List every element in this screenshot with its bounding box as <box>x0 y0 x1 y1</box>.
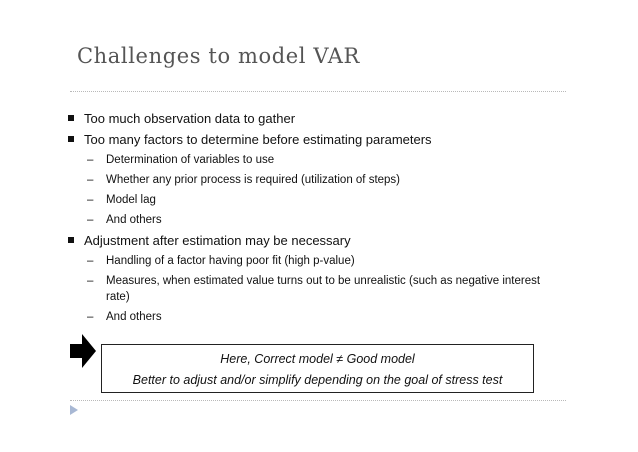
dash-marker: – <box>87 154 94 166</box>
sub-bullet-text: And others <box>106 311 162 323</box>
slide-title: Challenges to model VAR <box>77 44 360 68</box>
callout-line-2: Better to adjust and/or simplify depending on the goal of stress test <box>132 373 503 387</box>
triangle-marker-icon <box>70 405 78 415</box>
sub-bullet-text: Whether any prior process is required (utilization of steps) <box>106 174 401 186</box>
bullet-text: Too many factors to determine before estimating parameters <box>84 132 432 147</box>
bullet-text: Too much observation data to gather <box>84 111 296 126</box>
footer-divider <box>70 400 566 401</box>
sub-bullet-text: Determination of variables to use <box>106 154 275 166</box>
bullet-text: Adjustment after estimation may be necessary <box>84 233 351 248</box>
dash-marker: – <box>87 214 94 226</box>
bullet-item <box>68 131 538 148</box>
sub-bullet-item <box>68 253 538 269</box>
dash-marker: – <box>87 311 94 323</box>
callout-box <box>101 344 534 393</box>
square-bullet-icon <box>68 136 74 142</box>
sub-bullet-text: And others <box>106 214 162 226</box>
sub-bullet-item <box>68 212 538 228</box>
callout-line-1: Here, Correct model ≠ Good model <box>220 352 415 366</box>
dash-marker: – <box>87 255 94 267</box>
sub-bullet-item <box>68 152 538 168</box>
sub-bullet-item <box>68 273 541 305</box>
dash-marker: – <box>87 275 94 287</box>
bullet-item <box>68 232 538 249</box>
right-arrow-icon <box>70 334 96 368</box>
sub-bullet-item <box>68 309 538 325</box>
sub-bullet-text: Measures, when estimated value turns out to be unrealistic (such as negative interest rate) <box>106 275 541 303</box>
title-divider <box>70 91 566 92</box>
square-bullet-icon <box>68 115 74 121</box>
dash-marker: – <box>87 174 94 186</box>
sub-bullet-item <box>68 172 538 188</box>
sub-bullet-item <box>68 192 538 208</box>
bullet-item <box>68 110 538 127</box>
dash-marker: – <box>87 194 94 206</box>
sub-bullet-text: Model lag <box>106 194 156 206</box>
square-bullet-icon <box>68 237 74 243</box>
bullet-list <box>68 106 541 329</box>
sub-bullet-text: Handling of a factor having poor fit (high p-value) <box>106 255 355 267</box>
